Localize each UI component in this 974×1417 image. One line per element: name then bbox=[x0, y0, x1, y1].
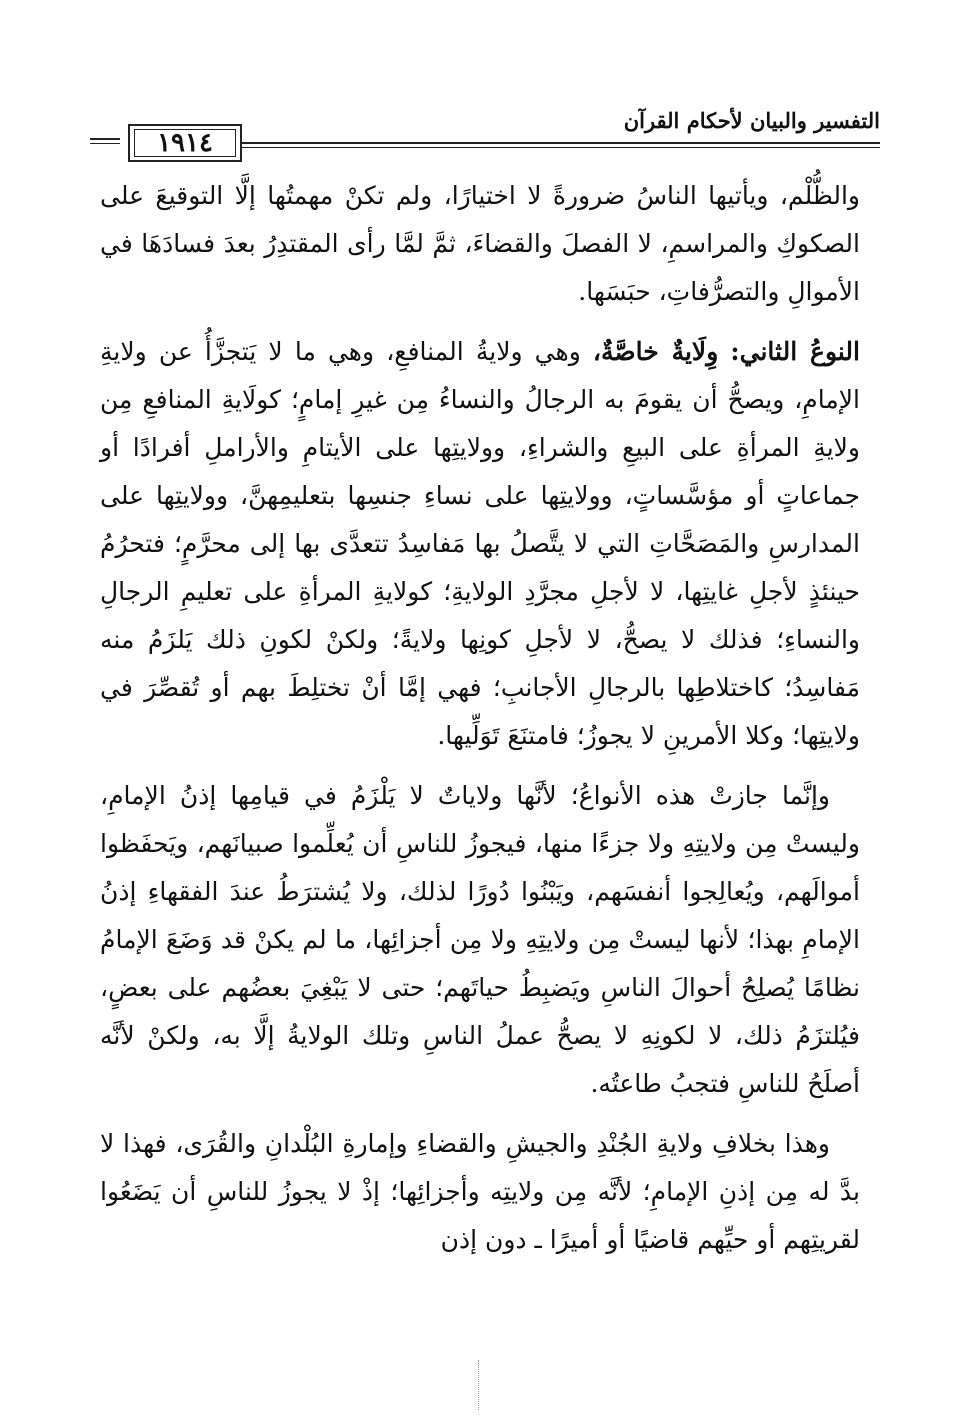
paragraph-text: وهي ولايةُ المنافعِ، وهي ما لا يَتجزَّأُ عن ولايةِ الإمامِ، ويصحُّ أن يقومَ به الرجالُ والنساءُ مِن غيرِ إمامٍ؛ كولَايةِ المنافعِ مِن ولايةِ المرأةِ على البيعِ والشراءِ، وولايتِها على الأيتامِ والأراملِ أفرادًا أو جماعاتٍ أو مؤسَّساتٍ، وولايتِها على نساءِ جنسِها بتعليمِهنَّ، وولايتِها على المدارسِ والمَصَحَّاتِ التي لا يتَّصلُ بها مَفاسِدُ تتعدَّى بها إلى محرَّمٍ؛ فتحرُمُ حينئذٍ لأجلِ غايتِها، لا لأجلِ مجرَّدِ الولايةِ؛ كولايةِ المرأةِ على تعليمِ الرجالِ والنساءِ؛ فذلك لا يصحُّ، لا لأجلِ كونِها ولايةً؛ ولكنْ لكونِ ذلك يَلزَمُ منه مَفاسِدُ؛ كاختلاطِها بالرجالِ الأجانبِ؛ فهي إمَّا أنْ تختلِطَ بهم أو تُقصِّرَ في ولايتِها؛ وكلا الأمرينِ لا يجوزُ؛ فامتنَعَ تَوَلِّيها. bbox=[100, 337, 860, 750]
book-title: التفسير والبيان لأحكام القرآن bbox=[614, 106, 880, 136]
paragraph-3 bbox=[100, 772, 860, 1108]
scan-artifact-line bbox=[478, 1360, 481, 1410]
paragraph-2 bbox=[100, 328, 860, 760]
paragraph-1 bbox=[100, 172, 860, 316]
paragraph-text: وإنَّما جازتْ هذه الأنواعُ؛ لأنَّها ولاياتٌ لا يَلْزَمُ في قيامِها إذنُ الإمامِ، وليستْ مِن ولايتِهِ ولا جزءًا منها، فيجوزُ للناسِ أن يُعلِّموا صبيانَهم، ويَحفَظوا أموالَهم، ويُعالِجوا أنفسَهم، ويَبْنُوا دُورًا لذلك، ولا يُشترَطُ عندَ الفقهاءِ إذنُ الإمامِ بهذا؛ لأنها ليستْ مِن ولايتِهِ ولا مِن أجزائِها، ما لم يكنْ قد وَضَعَ الإمامُ نظامًا يُصلِحُ أحوالَ الناسِ ويَضبِطُ حياتَهم؛ حتى لا يَبْغِيَ بعضُهم على بعضٍ، فيُلتزَمُ ذلك، لا لكونِهِ لا يصحُّ عملُ الناسِ وتلك الولايةُ إلَّا به، ولكنْ لأنَّه أصلَحُ للناسِ فتجبُ طاعتُه. bbox=[100, 781, 860, 1098]
paragraph-text: وهذا بخلافِ ولايةِ الجُنْدِ والجيشِ والقضاءِ وإمارةِ البُلْدانِ والقُرَى، فهذا لا بدَّ له مِن إذنِ الإمامِ؛ لأنَّه مِن ولايتِه وأجزائِها؛ إذْ لا يجوزُ للناسِ أن يَضَعُوا لقريتِهم أو حيِّهم قاضيًا أو أميرًا ـ دون إذن bbox=[100, 1129, 860, 1254]
page-number: ١٩١٤ bbox=[128, 124, 242, 162]
section-term: وِلَايةٌ خاصَّةٌ، bbox=[592, 337, 719, 366]
header-rule-left bbox=[90, 138, 120, 140]
header-rule bbox=[130, 142, 880, 144]
page-header bbox=[90, 100, 880, 170]
page-body bbox=[100, 172, 860, 1264]
paragraph-4 bbox=[100, 1120, 860, 1264]
paragraph-text: والظُّلْم، ويأتيها الناسُ ضرورةً لا اختيارًا، ولم تكنْ مهمتُها إلَّا التوقيعَ على الصكوكِ والمراسمِ، لا الفصلَ والقضاءَ، ثمَّ لمَّا رأى المقتدِرُ بعدَ فسادَهَا في الأموالِ والتصرُّفاتِ، حبَسَها. bbox=[100, 181, 860, 306]
section-lead: النوعُ الثاني: bbox=[730, 337, 860, 366]
